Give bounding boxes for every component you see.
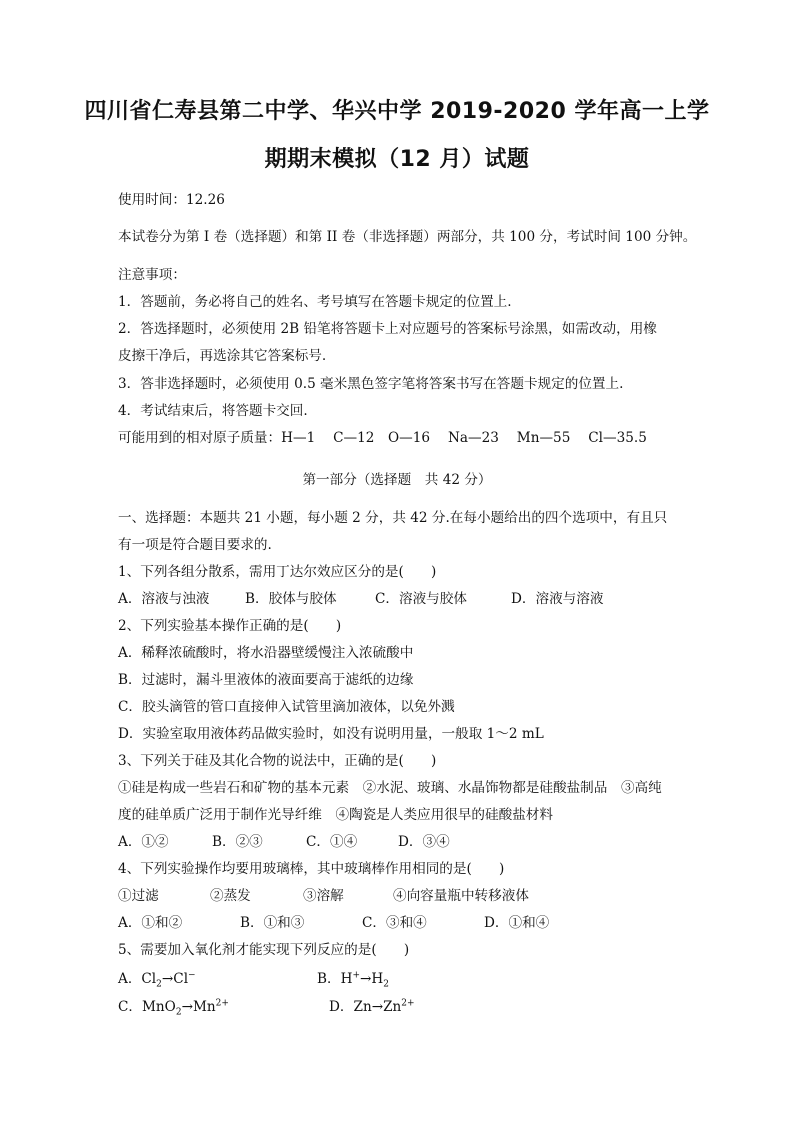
question-5-option-c: C．$MnO_2\to Mn^{2+}$	[118, 998, 229, 1018]
question-4-option-b: B．①和③	[240, 915, 305, 931]
question-2-option-c: C．胶头滴管的管口直接伸入试管里滴加液体，以免外溅	[118, 699, 455, 715]
question-1-stem: 1、下列各组分散系，需用丁达尔效应区分的是( )	[118, 564, 437, 580]
section-instruction: 一、选择题：本题共 21 小题，每小题 2 分，共 42 分.在每小题给出的四个选项中，有且只	[118, 510, 668, 526]
question-4-item: ③溶解	[303, 888, 344, 904]
question-4-option-a: A．①和②	[118, 915, 183, 931]
question-5-stem: 5、需要加入氧化剂才能实现下列反应的是( )	[118, 942, 410, 958]
exam-title-line2: 期期末模拟（12 月）试题	[264, 147, 530, 172]
exam-title-line1: 四川省仁寿县第二中学、华兴中学 2019-2020 学年高一上学	[84, 99, 710, 124]
use-time: 使用时间：12.26	[118, 192, 225, 208]
note-item: 2．答选择题时，必须使用 2B 铅笔将答题卡上对应题号的答案标号涂黑，如需改动，用橡	[118, 321, 657, 337]
question-5-option-b: B．$H^+\to H_2$	[317, 970, 389, 990]
note-item: 1．答题前，务必将自己的姓名、考号填写在答题卡规定的位置上.	[118, 294, 512, 310]
question-2-option-a: A．稀释浓硫酸时，将水沿器壁缓慢注入浓硫酸中	[118, 645, 414, 661]
atomic-mass-line: 可能用到的相对原子质量：H—1 C—12 O—16 Na—23 Mn—55 Cl—35.5	[118, 430, 647, 446]
intro-text: 本试卷分为第 I 卷（选择题）和第 II 卷（非选择题）两部分，共 100 分，考试时间 100 分钟。	[118, 229, 697, 245]
note-item: 3．答非选择题时，必须使用 0.5 毫米黑色签字笔将答案书写在答题卡规定的位置上.	[118, 376, 624, 392]
question-3-option-c: C．①④	[306, 834, 358, 850]
question-2-option-d: D．实验室取用液体药品做实验时，如没有说明用量，一般取 1～2 mL	[118, 726, 544, 742]
question-3-text: 度的硅单质广泛用于制作光导纤维 ④陶瓷是人类应用很早的硅酸盐材料	[118, 807, 553, 823]
question-3-stem: 3、下列关于硅及其化合物的说法中，正确的是( )	[118, 753, 437, 769]
question-4-item: ①过滤	[118, 888, 159, 904]
question-3-option-b: B．②③	[212, 834, 263, 850]
question-4-item: ④向容量瓶中转移液体	[393, 888, 529, 904]
question-3-text: ①硅是构成一些岩石和矿物的基本元素 ②水泥、玻璃、水晶饰物都是硅酸盐制品 ③高纯	[118, 780, 662, 796]
note-item: 4．考试结束后，将答题卡交回.	[118, 403, 308, 419]
question-4-item: ②蒸发	[210, 888, 251, 904]
note-item: 皮擦干净后，再选涂其它答案标号.	[118, 348, 327, 364]
question-2-option-b: B．过滤时，漏斗里液体的液面要高于滤纸的边缘	[118, 672, 414, 688]
question-4-stem: 4、下列实验操作均要用玻璃棒，其中玻璃棒作用相同的是( )	[118, 861, 505, 877]
question-1-option-b: B．胶体与胶体	[245, 591, 337, 607]
section-instruction: 有一项是符合题目要求的.	[118, 537, 272, 553]
question-5-option-d: D．$Zn\to Zn^{2+}$	[329, 998, 415, 1015]
question-3-option-a: A．①②	[118, 834, 169, 850]
question-3-option-d: D．③④	[398, 834, 450, 850]
question-4-option-d: D．①和④	[484, 915, 550, 931]
section-heading: 第一部分（选择题 共 42 分）	[302, 472, 492, 488]
question-4-option-c: C．③和④	[362, 915, 427, 931]
question-5-option-a: A．$Cl_2\to Cl^-$	[118, 970, 196, 990]
notes-heading: 注意事项：	[118, 267, 186, 283]
question-1-option-d: D．溶液与溶液	[511, 591, 604, 607]
question-1-option-a: A．溶液与浊液	[118, 591, 210, 607]
question-1-option-c: C．溶液与胶体	[375, 591, 467, 607]
question-2-stem: 2、下列实验基本操作正确的是( )	[118, 618, 342, 634]
